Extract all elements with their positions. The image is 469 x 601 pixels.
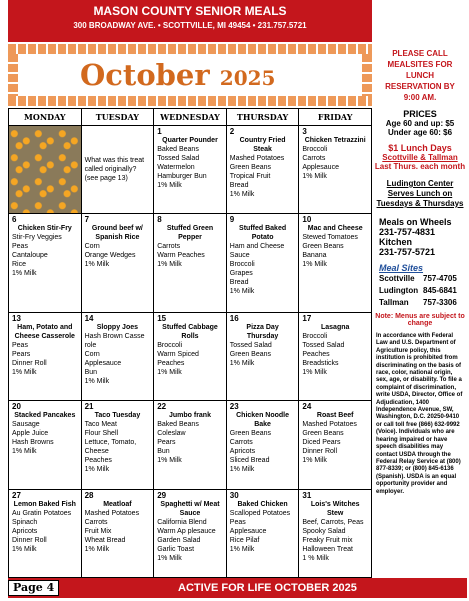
menu-item: 1% Milk — [84, 378, 110, 386]
menu-item: Freaky Fruit mix — [302, 536, 353, 544]
menu-item: Mashed Potatoes — [229, 155, 285, 162]
menu-item: Wheat Bread — [84, 536, 126, 544]
day-cell — [81, 126, 154, 214]
day-number: 17 — [302, 314, 312, 324]
menu-item: Mashed Potatoes — [84, 509, 140, 517]
menu-item: 1% Milk — [12, 270, 37, 278]
menu-item: Garden Salad — [157, 536, 201, 544]
day-number: 31 — [302, 490, 312, 500]
menu-item: Beef, Carrots, Peas — [302, 518, 364, 526]
menu-item: 1% Milk — [302, 173, 327, 180]
day-cell — [154, 401, 227, 489]
menu-item: Fruit Mix — [84, 527, 112, 535]
meal-title: Country Fried Steak — [239, 137, 286, 153]
day-cell — [226, 126, 299, 214]
menu-item: Carrots — [229, 439, 253, 447]
menu-item: Hash Browns — [12, 439, 54, 447]
menu-item: Green Beans — [229, 164, 272, 171]
weekday-4: FRIDAY — [299, 109, 372, 126]
footer-title: ACTIVE FOR LIFE OCTOBER 2025 — [178, 582, 357, 594]
menu-item: 1% Milk — [229, 545, 255, 553]
footer-banner — [8, 578, 467, 598]
meal-sites-title: Meal Sites — [379, 263, 424, 273]
menu-item: Apricots — [229, 448, 256, 456]
menu-item: Grapes — [229, 270, 253, 278]
menu-item: Peas — [229, 518, 246, 526]
day-cell — [9, 313, 82, 401]
day-number: 13 — [12, 314, 21, 324]
menu-item: Corn — [84, 243, 100, 251]
meal-title: Chicken Stir-Fry — [17, 225, 72, 233]
meal-title: Stuffed Baked Potato — [239, 225, 287, 242]
day-number: 20 — [12, 402, 21, 412]
menu-item: Sausage — [12, 421, 40, 429]
day-number: 22 — [157, 402, 167, 412]
menu-item: Garlic Toast — [157, 545, 195, 553]
week-row — [9, 401, 372, 489]
meal-title: Stuffed Cabbage Rolls — [162, 324, 218, 341]
menu-item: Warm Spiced Peaches — [157, 351, 199, 368]
menu-item: 1 % Milk — [302, 554, 329, 562]
day-cell — [299, 214, 372, 313]
day-number: 8 — [157, 215, 162, 225]
menu-item: Banana — [302, 252, 327, 260]
day-cell — [299, 489, 372, 577]
menu-item: 1% Milk — [157, 457, 182, 465]
menu-item: Tossed Salad — [229, 342, 272, 350]
candy-corn-image — [9, 126, 82, 214]
menu-item: Broccoli — [229, 261, 255, 269]
day-number: 29 — [157, 490, 167, 500]
menu-item: Peaches — [84, 457, 112, 465]
menu-item: Broccoli — [302, 146, 328, 153]
day-number: 6 — [12, 215, 17, 225]
meal-site — [379, 285, 467, 297]
day-cell — [299, 401, 372, 489]
day-cell — [81, 313, 154, 401]
menu-item: Green Beans — [229, 351, 272, 359]
meal-title: Chicken Tetrazzini — [304, 137, 366, 144]
menu-item: 1% Milk — [12, 545, 37, 553]
info-sidebar — [373, 44, 467, 496]
meal-title: Lois's Witches Stew — [310, 500, 360, 517]
meal-title: Lasagna — [320, 324, 350, 332]
day-cell — [226, 401, 299, 489]
menu-item: 1% Milk — [229, 360, 255, 368]
day-number: 10 — [302, 215, 312, 225]
meal-sites-list — [373, 273, 467, 309]
menu-item: Applesauce — [229, 527, 267, 535]
site-name: Tallman — [379, 298, 409, 307]
menu-item: Broccoli — [302, 333, 328, 341]
menu-item: Warm Peaches — [157, 252, 205, 260]
menu-item: Stewed Tomatoes — [302, 234, 358, 242]
menu-item: Diced Pears — [302, 439, 341, 447]
menu-item: Spooky Salad — [302, 527, 346, 535]
day-number: 30 — [229, 490, 239, 500]
menu-item: Au Gratin Potatoes — [12, 509, 72, 517]
menu-item: 1% Milk — [157, 554, 182, 562]
month-year: 2025 — [219, 66, 276, 90]
week-row — [9, 214, 372, 313]
meal-title: Baked Chicken — [237, 500, 288, 508]
menu-item: Ham and Cheese Sauce — [229, 243, 285, 260]
day-cell — [226, 313, 299, 401]
menu-item: 1% Milk — [157, 261, 182, 269]
menu-item: Tropical Fruit — [229, 173, 271, 180]
day-cell — [226, 214, 299, 313]
lunch-days-title: $1 Lunch Days — [388, 143, 452, 153]
menu-item: Carrots — [84, 518, 108, 526]
menu-item: Baked Beans — [157, 146, 199, 153]
day-cell — [9, 489, 82, 577]
month-name: October — [80, 58, 210, 92]
menu-item: Spinach — [12, 518, 38, 526]
day-cell — [299, 126, 372, 214]
meal-title: Ham, Potato and Cheese Casserole — [14, 324, 75, 341]
menu-item: Apple Juice — [12, 430, 49, 438]
day-number: 3 — [302, 127, 307, 136]
price-under-60: Under age 60: $6 — [387, 128, 453, 137]
pumpkin-border-right — [362, 54, 372, 96]
menu-item: Dinner Roll — [12, 536, 47, 544]
day-cell — [226, 489, 299, 577]
day-number: 24 — [302, 402, 312, 412]
meal-site — [379, 273, 467, 285]
day-cell — [154, 126, 227, 214]
meal-title: Stuffed Green Pepper — [166, 225, 214, 242]
menu-item: Hash Brown Casse role — [84, 333, 145, 350]
menu-calendar — [8, 108, 372, 578]
menu-item: Bread — [229, 279, 249, 287]
pumpkin-border-left — [8, 54, 18, 96]
day-number: 2 — [229, 127, 235, 136]
menu-item: Pears — [12, 351, 31, 359]
weekday-2: WEDNESDAY — [154, 109, 227, 126]
menu-item: 1% Milk — [84, 466, 110, 474]
day-cell — [9, 401, 82, 489]
menu-item: Lettuce, Tomato, Cheese — [84, 439, 137, 456]
header-address: 300 BROADWAY AVE. • SCOTTVILLE, MI 49454 • 231.757.5721 — [73, 21, 307, 30]
meals-on-wheels-label: Meals on Wheels — [379, 217, 452, 227]
menu-item: Green Beans — [302, 430, 344, 438]
menu-item: 1% Milk — [157, 182, 182, 189]
pumpkin-border-top — [8, 44, 372, 54]
meal-title: Spaghetti w/ Meat Sauce — [160, 500, 220, 517]
prices-title: PRICES — [403, 109, 437, 119]
reservation-note: PLEASE CALL MEALSITES FOR LUNCH RESERVATION BY 9:00 AM. — [385, 49, 455, 102]
menu-item: Cantaloupe — [12, 252, 48, 260]
menu-item: (see page 13) — [84, 175, 128, 183]
site-phone: 845-6841 — [423, 286, 457, 295]
menu-item: Bun — [157, 448, 170, 456]
menu-item: 1% Milk — [84, 545, 110, 553]
day-cell — [81, 401, 154, 489]
kitchen-label: Kitchen — [379, 237, 413, 247]
menu-item: Carrots — [157, 243, 181, 251]
menu-item: Scalloped Potatoes — [229, 509, 291, 517]
site-name: Scottville — [379, 274, 415, 283]
kitchen-phone: 231-757-5721 — [379, 247, 436, 257]
menu-item: Stir-Fry Veggies — [12, 234, 62, 242]
menu-item: Orange Wedges — [84, 252, 136, 260]
day-cell — [81, 489, 154, 577]
menu-change-note: Note: Menus are subject to change — [375, 313, 465, 327]
menu-item: Dinner Roll — [12, 360, 47, 368]
meal-title: Meatloaf — [103, 500, 132, 508]
site-phone: 757-4705 — [423, 274, 457, 283]
menu-item: Carrots — [302, 155, 326, 162]
menu-item: Bun — [84, 369, 98, 377]
menu-item: Tossed Salad — [302, 342, 345, 350]
ludington-note: Ludington Center Serves Lunch on Tuesdays & Thursdays — [376, 179, 464, 208]
menu-item: Breadsticks — [302, 360, 339, 368]
menu-item: Peas — [12, 342, 28, 350]
day-number: 27 — [12, 490, 21, 500]
day-number: 14 — [84, 314, 94, 324]
lunch-days-when: Last Thurs. each month — [374, 162, 466, 171]
day-cell — [81, 214, 154, 313]
lunch-days-locations: Scottville & Tallman — [382, 153, 458, 162]
week-row — [9, 126, 372, 214]
day-number: 7 — [84, 215, 90, 225]
menu-item: Peaches — [302, 351, 330, 359]
menu-item: Sliced Bread — [229, 457, 270, 465]
meal-site — [379, 297, 467, 309]
pumpkin-border-bottom — [8, 96, 372, 106]
header-banner — [8, 0, 372, 42]
menu-item: Dinner Roll — [302, 448, 337, 456]
meal-title: Pizza Day Thursday — [246, 324, 279, 341]
meal-title: Roast Beef — [316, 412, 354, 420]
menu-item: Broccoli — [157, 342, 183, 350]
menu-item: Applesauce — [302, 164, 339, 171]
day-number: 21 — [84, 402, 94, 412]
day-cell — [299, 313, 372, 401]
meals-on-wheels-phone: 231-757-4831 — [379, 227, 436, 237]
menu-item: Mashed Potatoes — [302, 421, 357, 429]
menu-item: Flour Shell — [84, 430, 119, 438]
meal-title: Taco Tuesday — [94, 412, 141, 420]
day-cell — [154, 214, 227, 313]
meal-title: Quarter Pounder — [162, 137, 218, 144]
meal-title: Chicken Noodle Bake — [236, 412, 290, 429]
meal-title: Stacked Pancakes — [14, 412, 76, 420]
menu-item: 1% Milk — [302, 369, 327, 377]
price-senior: Age 60 and up: $5 — [385, 119, 455, 128]
page-number: Page 4 — [8, 580, 59, 596]
menu-item: Pears — [157, 439, 176, 447]
menu-item: 1% Milk — [12, 369, 37, 377]
menu-item: Taco Meat — [84, 421, 117, 429]
menu-item: 1% Milk — [302, 261, 327, 269]
site-phone: 757-3306 — [423, 298, 457, 307]
menu-item: 1% Milk — [229, 191, 255, 198]
week-row — [9, 489, 372, 577]
menu-item: What was this treat called originally? — [84, 157, 145, 174]
menu-item: Halloween Treat — [302, 545, 353, 553]
day-number: 15 — [157, 314, 167, 324]
menu-item: Rice — [12, 261, 27, 269]
menu-item: Apricots — [12, 527, 38, 535]
meal-title: Mac and Cheese — [307, 225, 363, 233]
day-number: 16 — [229, 314, 239, 324]
menu-item: Baked Beans — [157, 421, 199, 429]
weekday-0: MONDAY — [9, 109, 82, 126]
day-cell — [154, 489, 227, 577]
meal-title: Ground beef w/ Spanish Rice — [91, 225, 143, 242]
menu-item: Tossed Salad — [157, 155, 200, 162]
menu-item: Watermelon — [157, 164, 195, 171]
menu-item: Peas — [12, 243, 28, 251]
menu-item: 1% Milk — [157, 369, 182, 377]
day-cell — [9, 214, 82, 313]
header-title: MASON COUNTY SENIOR MEALS — [93, 4, 287, 18]
weekday-header-row — [9, 109, 372, 126]
menu-item: Bread — [229, 182, 249, 189]
month-title — [80, 56, 275, 97]
weekday-1: TUESDAY — [81, 109, 154, 126]
menu-item: 1% Milk — [302, 457, 327, 465]
meal-title: Sloppy Joes — [96, 324, 138, 332]
weekday-3: THURSDAY — [226, 109, 299, 126]
week-row — [9, 313, 372, 401]
menu-item: 1% Milk — [12, 448, 37, 456]
menu-item: California Blend — [157, 518, 207, 526]
menu-item: Rice Pilaf — [229, 536, 260, 544]
menu-item: Warm Ap plesauce — [157, 527, 216, 535]
meal-title: Jumbo frank — [168, 412, 211, 420]
day-number: 23 — [229, 402, 239, 412]
menu-item: Green Beans — [302, 243, 344, 251]
menu-item: Hamburger Bun — [157, 173, 207, 180]
menu-item: Coleslaw — [157, 430, 186, 438]
menu-item: Green Beans — [229, 430, 272, 438]
day-number: 1 — [157, 127, 162, 136]
site-name: Ludington — [379, 286, 419, 295]
menu-item: 1% Milk — [84, 261, 110, 269]
menu-item: Corn — [84, 351, 100, 359]
day-cell — [154, 313, 227, 401]
nondiscrimination-statement: In accordance with Federal Law and U.S. Department of Agriculture policy, this institution is prohibited from discriminating on the basis of race, color, national origin, sex, age, or disability. To file a complaint of discrimination, write USDA, Director, Office of Adjudication, 1400 Independence Avenue, SW, Washington, D.C. 20250-9410 or call toll free (866) 632-9992 (Voice). Individuals who are hearing impaired or have speech disabilities may contact USDA through the Federal Relay Service at (800) 877-8339; or (800) 845-6136 (Spanish). USDA is an equal opportunity provider and employer. — [376, 333, 463, 495]
menu-item: 1% Milk — [229, 466, 255, 474]
day-number: 28 — [84, 490, 94, 500]
meal-title: Lemon Baked Fish — [13, 500, 76, 508]
menu-item: 1% Milk — [229, 288, 255, 296]
menu-item: Applesauce — [84, 360, 122, 368]
day-number: 9 — [229, 215, 235, 225]
